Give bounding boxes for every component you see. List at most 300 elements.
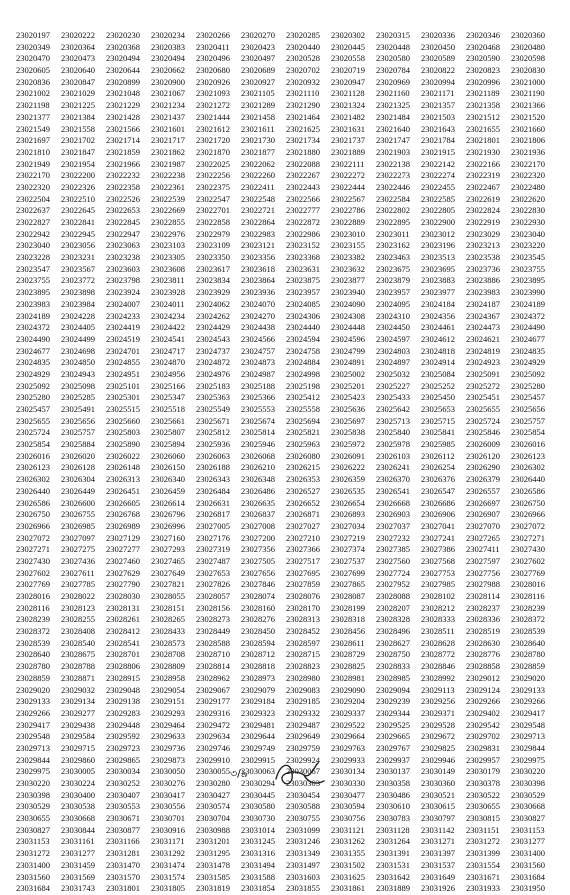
roll-number: 23029316 — [196, 707, 230, 718]
roll-number: 23025807 — [151, 427, 185, 438]
roll-number: 23028640 — [511, 637, 545, 648]
roll-number: 23024818 — [421, 345, 455, 356]
roll-number: 23030398 — [16, 789, 50, 800]
roll-number: 23028825 — [331, 661, 365, 672]
roll-number: 23020364 — [61, 41, 95, 52]
roll-number: 23021880 — [286, 146, 320, 157]
roll-number: 23026210 — [241, 462, 275, 473]
roll-number: 23028372 — [16, 626, 50, 637]
roll-number: 23030407 — [106, 789, 140, 800]
roll-number: 23024062 — [196, 298, 230, 309]
roll-number: 23025653 — [421, 404, 455, 414]
roll-number: 23026750 — [16, 509, 50, 520]
roll-number: 23029438 — [61, 719, 95, 730]
roll-number: 23031889 — [376, 883, 410, 894]
roll-number: 23029910 — [196, 754, 230, 765]
roll-number: 23027386 — [421, 544, 455, 555]
roll-number: 23030427 — [196, 789, 230, 800]
roll-number: 23027430 — [16, 555, 50, 566]
roll-number: 23029702 — [466, 731, 500, 742]
roll-number: 23022620 — [511, 193, 545, 204]
roll-number: 23020496 — [196, 53, 230, 64]
roll-number: 23030594 — [331, 801, 365, 812]
roll-number: 23025812 — [196, 427, 230, 438]
roll-number: 23022455 — [421, 181, 455, 192]
roll-number: 23021503 — [421, 111, 455, 122]
roll-number: 23022805 — [421, 205, 455, 216]
roll-number: 23027232 — [376, 532, 410, 543]
roll-number: 23025285 — [61, 392, 95, 403]
roll-row — [16, 147, 556, 159]
roll-number: 23023228 — [16, 252, 50, 263]
roll-number: 23026112 — [421, 450, 455, 461]
roll-number: 23023895 — [511, 275, 545, 286]
roll-number: 23026343 — [196, 474, 230, 485]
roll-number: 23022889 — [331, 217, 365, 227]
roll-number: 23025660 — [106, 415, 140, 426]
roll-number: 23028055 — [151, 591, 185, 601]
roll-number: 23023936 — [241, 287, 275, 298]
roll-number: 23026796 — [151, 509, 185, 520]
roll-number: 23024448 — [331, 322, 365, 333]
roll-number: 23025821 — [286, 427, 320, 438]
roll-number: 23026123 — [16, 462, 50, 473]
roll-number: 23024597 — [376, 333, 410, 344]
roll-number: 23027176 — [196, 532, 230, 543]
roll-number: 23030477 — [331, 789, 365, 800]
roll-number: 23027072 — [16, 532, 50, 543]
roll-number: 23022895 — [376, 217, 410, 227]
roll-number: 23030067 — [286, 766, 320, 777]
roll-number: 23023984 — [61, 298, 95, 309]
roll-number: 23030553 — [106, 801, 140, 812]
roll-number: 23031128 — [376, 824, 410, 835]
roll-number: 23030668 — [61, 813, 95, 824]
roll-number: 23030755 — [286, 813, 320, 824]
roll-number: 23021358 — [466, 100, 500, 111]
roll-row — [16, 240, 556, 252]
roll-number: 23026541 — [376, 485, 410, 496]
roll-number: 23023545 — [511, 252, 545, 263]
roll-number: 23029204 — [331, 696, 365, 707]
roll-number: 23027517 — [286, 555, 320, 566]
roll-number: 23021697 — [16, 135, 50, 146]
roll-number: 23021566 — [106, 123, 140, 134]
roll-number: 23026486 — [241, 485, 275, 496]
roll-number: 23020702 — [286, 65, 320, 76]
roll-number: 23028022 — [61, 591, 95, 601]
roll-row — [16, 404, 556, 416]
roll-number: 23031684 — [16, 883, 50, 894]
roll-number: 23026755 — [61, 509, 95, 520]
roll-number: 23031478 — [196, 859, 230, 870]
roll-number: 23029481 — [241, 719, 275, 730]
roll-number: 23021190 — [511, 88, 545, 99]
roll-number: 23022919 — [466, 217, 500, 227]
roll-row — [16, 731, 556, 743]
roll-number: 23024262 — [196, 310, 230, 321]
roll-number: 23026668 — [376, 497, 410, 508]
roll-number: 23025366 — [241, 392, 275, 403]
roll-number: 23027846 — [241, 579, 275, 590]
roll-number: 23028088 — [376, 591, 410, 601]
roll-number: 23020580 — [376, 53, 410, 64]
roll-number: 23020900 — [151, 76, 185, 87]
roll-row — [16, 626, 556, 638]
roll-number: 23025032 — [376, 368, 410, 379]
roll-number: 23025280 — [511, 380, 545, 391]
roll-number: 23024499 — [61, 333, 95, 344]
roll-number: 23023898 — [61, 287, 95, 298]
roll-number: 23022841 — [61, 217, 95, 227]
roll-number: 23024737 — [196, 345, 230, 356]
roll-number: 23030050 — [151, 766, 185, 777]
roll-number: 23027769 — [511, 567, 545, 578]
roll-number: 23024891 — [331, 357, 365, 368]
roll-number: 23028814 — [196, 661, 230, 672]
roll-row — [16, 53, 556, 65]
roll-number: 23031743 — [61, 883, 95, 894]
roll-number: 23022858 — [196, 217, 230, 227]
roll-number: 23031950 — [511, 883, 545, 894]
roll-number: 23021915 — [421, 146, 455, 157]
roll-number: 23025854 — [16, 439, 50, 450]
roll-number: 23023798 — [106, 275, 140, 286]
roll-number: 23020926 — [196, 76, 230, 87]
roll-number: 23027027 — [286, 520, 320, 531]
roll-number: 23027070 — [466, 520, 500, 531]
roll-number: 23027041 — [421, 520, 455, 531]
roll-number: 23024233 — [106, 310, 140, 321]
roll-row — [16, 194, 556, 206]
roll-number: 23025272 — [466, 380, 500, 391]
roll-number: 23030655 — [16, 813, 50, 824]
roll-number: 23023864 — [241, 275, 275, 286]
roll-number: 23026379 — [466, 474, 500, 485]
roll-number: 23026535 — [331, 485, 365, 496]
roll-number: 23024187 — [466, 298, 500, 309]
roll-row — [16, 182, 556, 194]
roll-number: 23020680 — [196, 65, 230, 76]
roll-number: 23031171 — [151, 836, 185, 847]
roll-number: 23026547 — [421, 485, 455, 496]
roll-number: 23028160 — [241, 602, 275, 613]
roll-number: 23026614 — [151, 497, 185, 508]
roll-number: 23028640 — [16, 649, 50, 660]
roll-number: 23023196 — [421, 240, 455, 251]
roll-number: 23024440 — [286, 322, 320, 333]
roll-number: 23028858 — [466, 661, 500, 672]
roll-number: 23024184 — [421, 298, 455, 309]
roll-number: 23029715 — [61, 742, 95, 753]
roll-number: 23020969 — [376, 76, 410, 87]
roll-row — [16, 77, 556, 89]
roll-number: 23030668 — [511, 801, 545, 812]
roll-number: 23022480 — [511, 181, 545, 192]
roll-number: 23022721 — [241, 205, 275, 216]
roll-row — [16, 591, 556, 603]
roll-number: 23029548 — [16, 731, 50, 742]
roll-number: 23024270 — [241, 310, 275, 321]
roll-number: 23022979 — [196, 228, 230, 239]
roll-number: 23020836 — [16, 76, 50, 87]
roll-number: 23021859 — [106, 146, 140, 157]
roll-number: 23026254 — [421, 462, 455, 473]
roll-number: 23027826 — [196, 579, 230, 590]
roll-number: 23031245 — [241, 836, 275, 847]
roll-number: 23021160 — [376, 88, 410, 99]
roll-number: 23020605 — [16, 65, 50, 76]
roll-number: 23022272 — [331, 170, 365, 181]
roll-number: 23022845 — [106, 217, 140, 227]
roll-number: 23030988 — [196, 824, 230, 835]
roll-number: 23020423 — [241, 41, 275, 52]
roll-number: 23028729 — [331, 649, 365, 660]
roll-number: 23029723 — [106, 742, 140, 753]
roll-number: 23027699 — [331, 567, 365, 578]
roll-number: 23025978 — [376, 439, 410, 450]
roll-number: 23028239 — [511, 602, 545, 613]
roll-number: 23031166 — [106, 836, 140, 847]
roll-number: 23028313 — [286, 614, 320, 625]
roll-number: 23028992 — [421, 672, 455, 683]
roll-number: 23027411 — [466, 544, 500, 555]
roll-number: 23029487 — [286, 719, 320, 730]
roll-number: 23022619 — [466, 193, 500, 204]
roll-number: 23026188 — [196, 462, 230, 473]
roll-number: 23029124 — [466, 684, 500, 695]
roll-number: 23030252 — [106, 778, 140, 788]
roll-number: 23022986 — [286, 228, 320, 239]
roll-number: 23028981 — [331, 672, 365, 683]
roll-number: 23030445 — [241, 789, 275, 800]
roll-number: 23030671 — [106, 813, 140, 824]
roll-number: 23027790 — [106, 579, 140, 590]
roll-number: 23024594 — [286, 333, 320, 344]
roll-number: 23021464 — [286, 111, 320, 122]
roll-number: 23028597 — [286, 637, 320, 648]
roll-number: 23021000 — [511, 76, 545, 87]
roll-number: 23022669 — [151, 205, 185, 216]
roll-number: 23021002 — [16, 88, 50, 99]
roll-number: 23026635 — [241, 497, 275, 508]
roll-number: 23020927 — [241, 76, 275, 87]
roll-number: 23026313 — [106, 474, 140, 485]
roll-number: 23026016 — [511, 439, 545, 450]
roll-number: 23027785 — [61, 579, 95, 590]
roll-number: 23021612 — [196, 123, 230, 134]
roll-number: 23028539 — [16, 637, 50, 648]
roll-number: 23028675 — [61, 649, 95, 660]
roll-number: 23023155 — [331, 240, 365, 251]
roll-row — [16, 357, 556, 369]
roll-number: 23026215 — [286, 462, 320, 473]
roll-number: 23023162 — [376, 240, 410, 251]
roll-number: 23021325 — [376, 100, 410, 111]
roll-number: 23024070 — [241, 298, 275, 309]
roll-number: 23028255 — [61, 614, 95, 625]
roll-number: 23026376 — [421, 474, 455, 485]
roll-number: 23026586 — [511, 485, 545, 496]
roll-number: 23030815 — [466, 813, 500, 824]
roll-number: 23026557 — [466, 485, 500, 496]
roll-row — [16, 88, 556, 100]
roll-number: 23022232 — [106, 170, 140, 181]
roll-number: 23023924 — [106, 287, 140, 298]
roll-number: 23026068 — [241, 450, 275, 461]
roll-number: 23022547 — [196, 193, 230, 204]
roll-number: 23022320 — [16, 181, 50, 192]
roll-number: 23025280 — [16, 392, 50, 403]
roll-number: 23024189 — [511, 298, 545, 309]
roll-number: 23025674 — [241, 415, 275, 426]
roll-number: 23024405 — [61, 322, 95, 333]
roll-number: 23025963 — [286, 439, 320, 450]
roll-number: 23022238 — [151, 170, 185, 181]
roll-number: 23020784 — [376, 65, 410, 76]
roll-number: 23030280 — [196, 778, 230, 788]
roll-number: 23028496 — [376, 626, 410, 637]
roll-number: 23030294 — [241, 778, 275, 788]
roll-number: 23020932 — [286, 76, 320, 87]
roll-number: 23025558 — [286, 404, 320, 414]
roll-number: 23023957 — [376, 287, 410, 298]
roll-number: 23026103 — [376, 450, 410, 461]
roll-number: 23023983 — [466, 287, 500, 298]
roll-number: 23028237 — [466, 602, 500, 613]
roll-number: 23025655 — [466, 404, 500, 414]
roll-number: 23028433 — [151, 626, 185, 637]
roll-number: 23029522 — [331, 719, 365, 730]
roll-number: 23028087 — [331, 591, 365, 601]
roll-number: 23021324 — [331, 100, 365, 111]
roll-number: 23029048 — [106, 684, 140, 695]
roll-number: 23027724 — [376, 567, 410, 578]
roll-number: 23027602 — [16, 567, 50, 578]
roll-number: 23026906 — [421, 509, 455, 520]
roll-number: 23024621 — [466, 333, 500, 344]
roll-number: 23021655 — [466, 123, 500, 134]
roll-row — [16, 673, 556, 685]
roll-number: 23030827 — [511, 813, 545, 824]
roll-number: 23030400 — [61, 789, 95, 800]
roll-number: 23020448 — [376, 41, 410, 52]
roll-number: 23030916 — [151, 824, 185, 835]
roll-number: 23023056 — [61, 240, 95, 251]
roll-number: 23029844 — [511, 742, 545, 753]
roll-number: 23031153 — [511, 824, 545, 835]
roll-number: 23031142 — [421, 824, 455, 835]
roll-row — [16, 603, 556, 615]
roll-number: 23028318 — [331, 614, 365, 625]
roll-number: 23026652 — [286, 497, 320, 508]
roll-number: 23020315 — [376, 30, 410, 40]
roll-number: 23029134 — [61, 696, 95, 707]
roll-number: 23022170 — [511, 158, 545, 169]
roll-number: 23023368 — [286, 252, 320, 263]
roll-number: 23027319 — [196, 544, 230, 555]
roll-number: 23022585 — [421, 193, 455, 204]
roll-number: 23027005 — [196, 520, 230, 531]
roll-number: 23024976 — [196, 368, 230, 379]
roll-number: 23029975 — [16, 766, 50, 777]
roll-number: 23021987 — [151, 158, 185, 169]
roll-number: 23030034 — [106, 766, 140, 777]
roll-number: 23029184 — [241, 696, 275, 707]
roll-number: 23020823 — [466, 65, 500, 76]
roll-number: 23026241 — [376, 462, 410, 473]
roll-row — [16, 498, 556, 510]
roll-number: 23021806 — [511, 135, 545, 146]
roll-number: 23029584 — [61, 731, 95, 742]
roll-number: 23021643 — [421, 123, 455, 134]
roll-number: 23029542 — [466, 719, 500, 730]
roll-number: 23031801 — [106, 883, 140, 894]
roll-number: 23021737 — [331, 135, 365, 146]
roll-number: 23020270 — [241, 30, 275, 40]
roll-number: 23025803 — [106, 427, 140, 438]
roll-number: 23024956 — [151, 368, 185, 379]
roll-number: 23025884 — [61, 439, 95, 450]
roll-number: 23027465 — [151, 555, 185, 566]
roll-number: 23027656 — [241, 567, 275, 578]
roll-number: 23029256 — [421, 696, 455, 707]
roll-number: 23027753 — [421, 567, 455, 578]
roll-number: 23023834 — [196, 275, 230, 286]
roll-number: 23022802 — [376, 205, 410, 216]
roll-number: 23029634 — [196, 731, 230, 742]
roll-number: 23026222 — [331, 462, 365, 473]
roll-number: 23029113 — [421, 684, 455, 695]
roll-number: 23029713 — [16, 742, 50, 753]
roll-number: 23024228 — [61, 310, 95, 321]
roll-number: 23029293 — [151, 707, 185, 718]
roll-number: 23026370 — [376, 474, 410, 485]
roll-number: 23027560 — [376, 555, 410, 566]
roll-row — [16, 825, 556, 837]
roll-number: 23026893 — [331, 509, 365, 520]
roll-number: 23020494 — [106, 53, 140, 64]
roll-number: 23028594 — [241, 637, 275, 648]
roll-number: 23025724 — [16, 427, 50, 438]
roll-number: 23024870 — [151, 357, 185, 368]
roll-number: 23025518 — [151, 404, 185, 414]
roll-number: 23027859 — [286, 579, 320, 590]
roll-number: 23028985 — [376, 672, 410, 683]
roll-number: 23028788 — [61, 661, 95, 672]
roll-number: 23029448 — [106, 719, 140, 730]
roll-number: 23026128 — [61, 462, 95, 473]
roll-number: 23026304 — [61, 474, 95, 485]
roll-number: 23025985 — [421, 439, 455, 450]
roll-number: 23024450 — [376, 322, 410, 333]
roll-number: 23031603 — [286, 871, 320, 882]
roll-number: 23023928 — [151, 287, 185, 298]
roll-row — [16, 848, 556, 860]
roll-number: 23024419 — [106, 322, 140, 333]
roll-number: 23030417 — [151, 789, 185, 800]
roll-number: 23025724 — [466, 415, 500, 426]
roll-number: 23026148 — [106, 462, 140, 473]
roll-number: 23028116 — [16, 602, 50, 613]
roll-number: 23028076 — [286, 591, 320, 601]
roll-number: 23028212 — [421, 602, 455, 613]
roll-number: 23020497 — [241, 53, 275, 64]
roll-number: 23031316 — [241, 848, 275, 859]
roll-number: 23021366 — [511, 100, 545, 111]
roll-number: 23029664 — [331, 731, 365, 742]
roll-number: 23030827 — [16, 824, 50, 835]
